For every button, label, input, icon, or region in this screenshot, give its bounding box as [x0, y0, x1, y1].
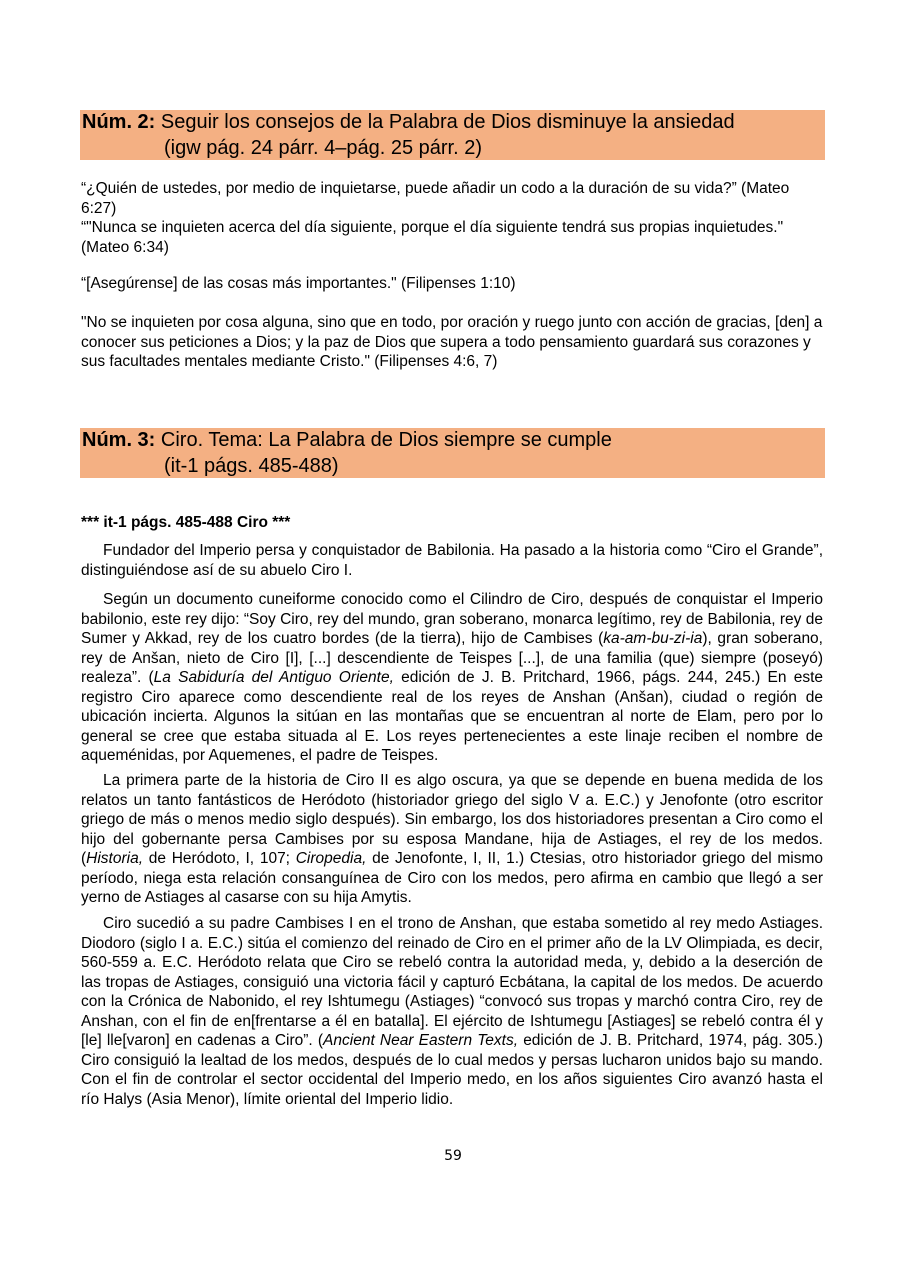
section-2-heading [80, 110, 825, 160]
section-3-heading [80, 428, 825, 478]
section-3-title: Ciro. Tema: La Palabra de Dios siempre se cumple [160, 429, 612, 451]
page-number: 59 [444, 1148, 462, 1164]
section-2-number: Núm. 2: [82, 111, 156, 133]
article-paragraph-1: Fundador del Imperio persa y conquistador de Babilonia. Ha pasado a la historia como “Ciro el Grande”, distinguiéndose así de su abuelo Ciro I. [81, 542, 823, 579]
section-3-number: Núm. 3: [82, 429, 156, 451]
article-paragraph-2: Según un documento cuneiforme conocido como el Cilindro de Ciro, después de conquistar el Imperio babilonio, este rey dijo: “Soy Ciro, rey del mundo, gran soberano, monarca legítimo, rey de Babilonia, rey de Sumer y Akkad, rey de los cuatro bordes (de la tierra), hijo de Cambises (ka-am-bu-zi-ia), gran soberano, rey de Anšan, nieto de Ciro [I], [...] descendiente de Teispes [...], de una familia (que) siempre (poseyó) realeza”. (La Sabiduría del Antiguo Oriente, edición de J. B. Pritchard, 1966, págs. 244, 245.) En este registro Ciro aparece como descendiente real de los reyes de Anshan (Anšan), ciudad o región de ubicación incierta. Algunos la sitúan en las montañas que se encuentran al norte de Elam, pero por lo general se cree que estaba situada al E. Los reyes pertenecientes a este linaje reciben el nombre de aqueménidas, por Aquemenes, el padre de Teispes. [81, 591, 823, 764]
quote-mateo-6-34: “"Nunca se inquieten acerca del día siguiente, porque el día siguiente tendrá sus propias inquietudes." (Mateo 6:34) [81, 219, 784, 256]
article-paragraph-4: Ciro sucedió a su padre Cambises I en el trono de Anshan, que estaba sometido al rey medo Astiages. Diodoro (siglo I a. E.C.) sitúa el comienzo del reinado de Ciro en el primer año de la LV Olimpiada, es decir, 560-559 a. E.C. Heródoto relata que Ciro se rebeló contra la autoridad meda, y, debido a la deserción de las tropas de Astiages, consiguió una victoria fácil y capturó Ecbátana, la capital de los medos. De acuerdo con la Crónica de Nabonido, el rey Ishtumegu (Astiages) “convocó sus tropas y marchó contra Ciro, rey de Anshan, con el fin de en[frentarse a él en batalla]. El ejército de Ishtumegu [Astiages] se rebeló contra él y [le] lle[varon] en cadenas a Ciro”. (Ancient Near Eastern Texts, edición de J. B. Pritchard, 1974, pág. 305.) Ciro consiguió la lealtad de los medos, después de lo cual medos y persas lucharon unidos bajo su mando. Con el fin de controlar el sector occidental del Imperio medo, en los años siguientes Ciro avanzó hasta el río Halys (Asia Menor), límite oriental del Imperio lidio. [81, 915, 823, 1108]
quote-mateo-6-27: “¿Quién de ustedes, por medio de inquietarse, puede añadir un codo a la duración de su vida?” (Mateo 6:27) [81, 180, 790, 217]
section-2-title: Seguir los consejos de la Palabra de Dios disminuye la ansiedad [160, 111, 735, 133]
article-paragraph-3: La primera parte de la historia de Ciro II es algo oscura, ya que se depende en buena medida de los relatos un tanto fantásticos de Heródoto (historiador griego del siglo V a. E.C.) y Jenofonte (otro escritor griego de más o menos medio siglo después). Sin embargo, los dos historiadores presentan a Ciro como el hijo del gobernante persa Cambises por su esposa Mandane, hija de Astiages, el rey de los medos. (Historia, de Heródoto, I, 107; Ciropedia, de Jenofonte, I, II, 1.) Ctesias, otro historiador griego del mismo período, niega esta relación consanguínea de Ciro con los medos, pero afirma en cambio que llegó a ser yerno de Astiages al casarse con su hija Amytis. [81, 772, 823, 906]
section-3-reference: (it-1 págs. 485-488) [164, 455, 339, 477]
quote-filipenses-4-6: "No se inquieten por cosa alguna, sino que en todo, por oración y ruego junto con acción de gracias, [den] a conocer sus peticiones a Dios; y la paz de Dios que supera a todo pensamiento guardará sus corazones y sus facultades mentales mediante Cristo." (Filipenses 4:6, 7) [81, 314, 823, 370]
article-title: *** it-1 págs. 485-488 Ciro *** [81, 514, 291, 531]
section-2-reference: (igw pág. 24 párr. 4–pág. 25 párr. 2) [164, 137, 482, 159]
quote-filipenses-1-10: “[Asegúrense] de las cosas más importantes." (Filipenses 1:10) [81, 275, 516, 292]
